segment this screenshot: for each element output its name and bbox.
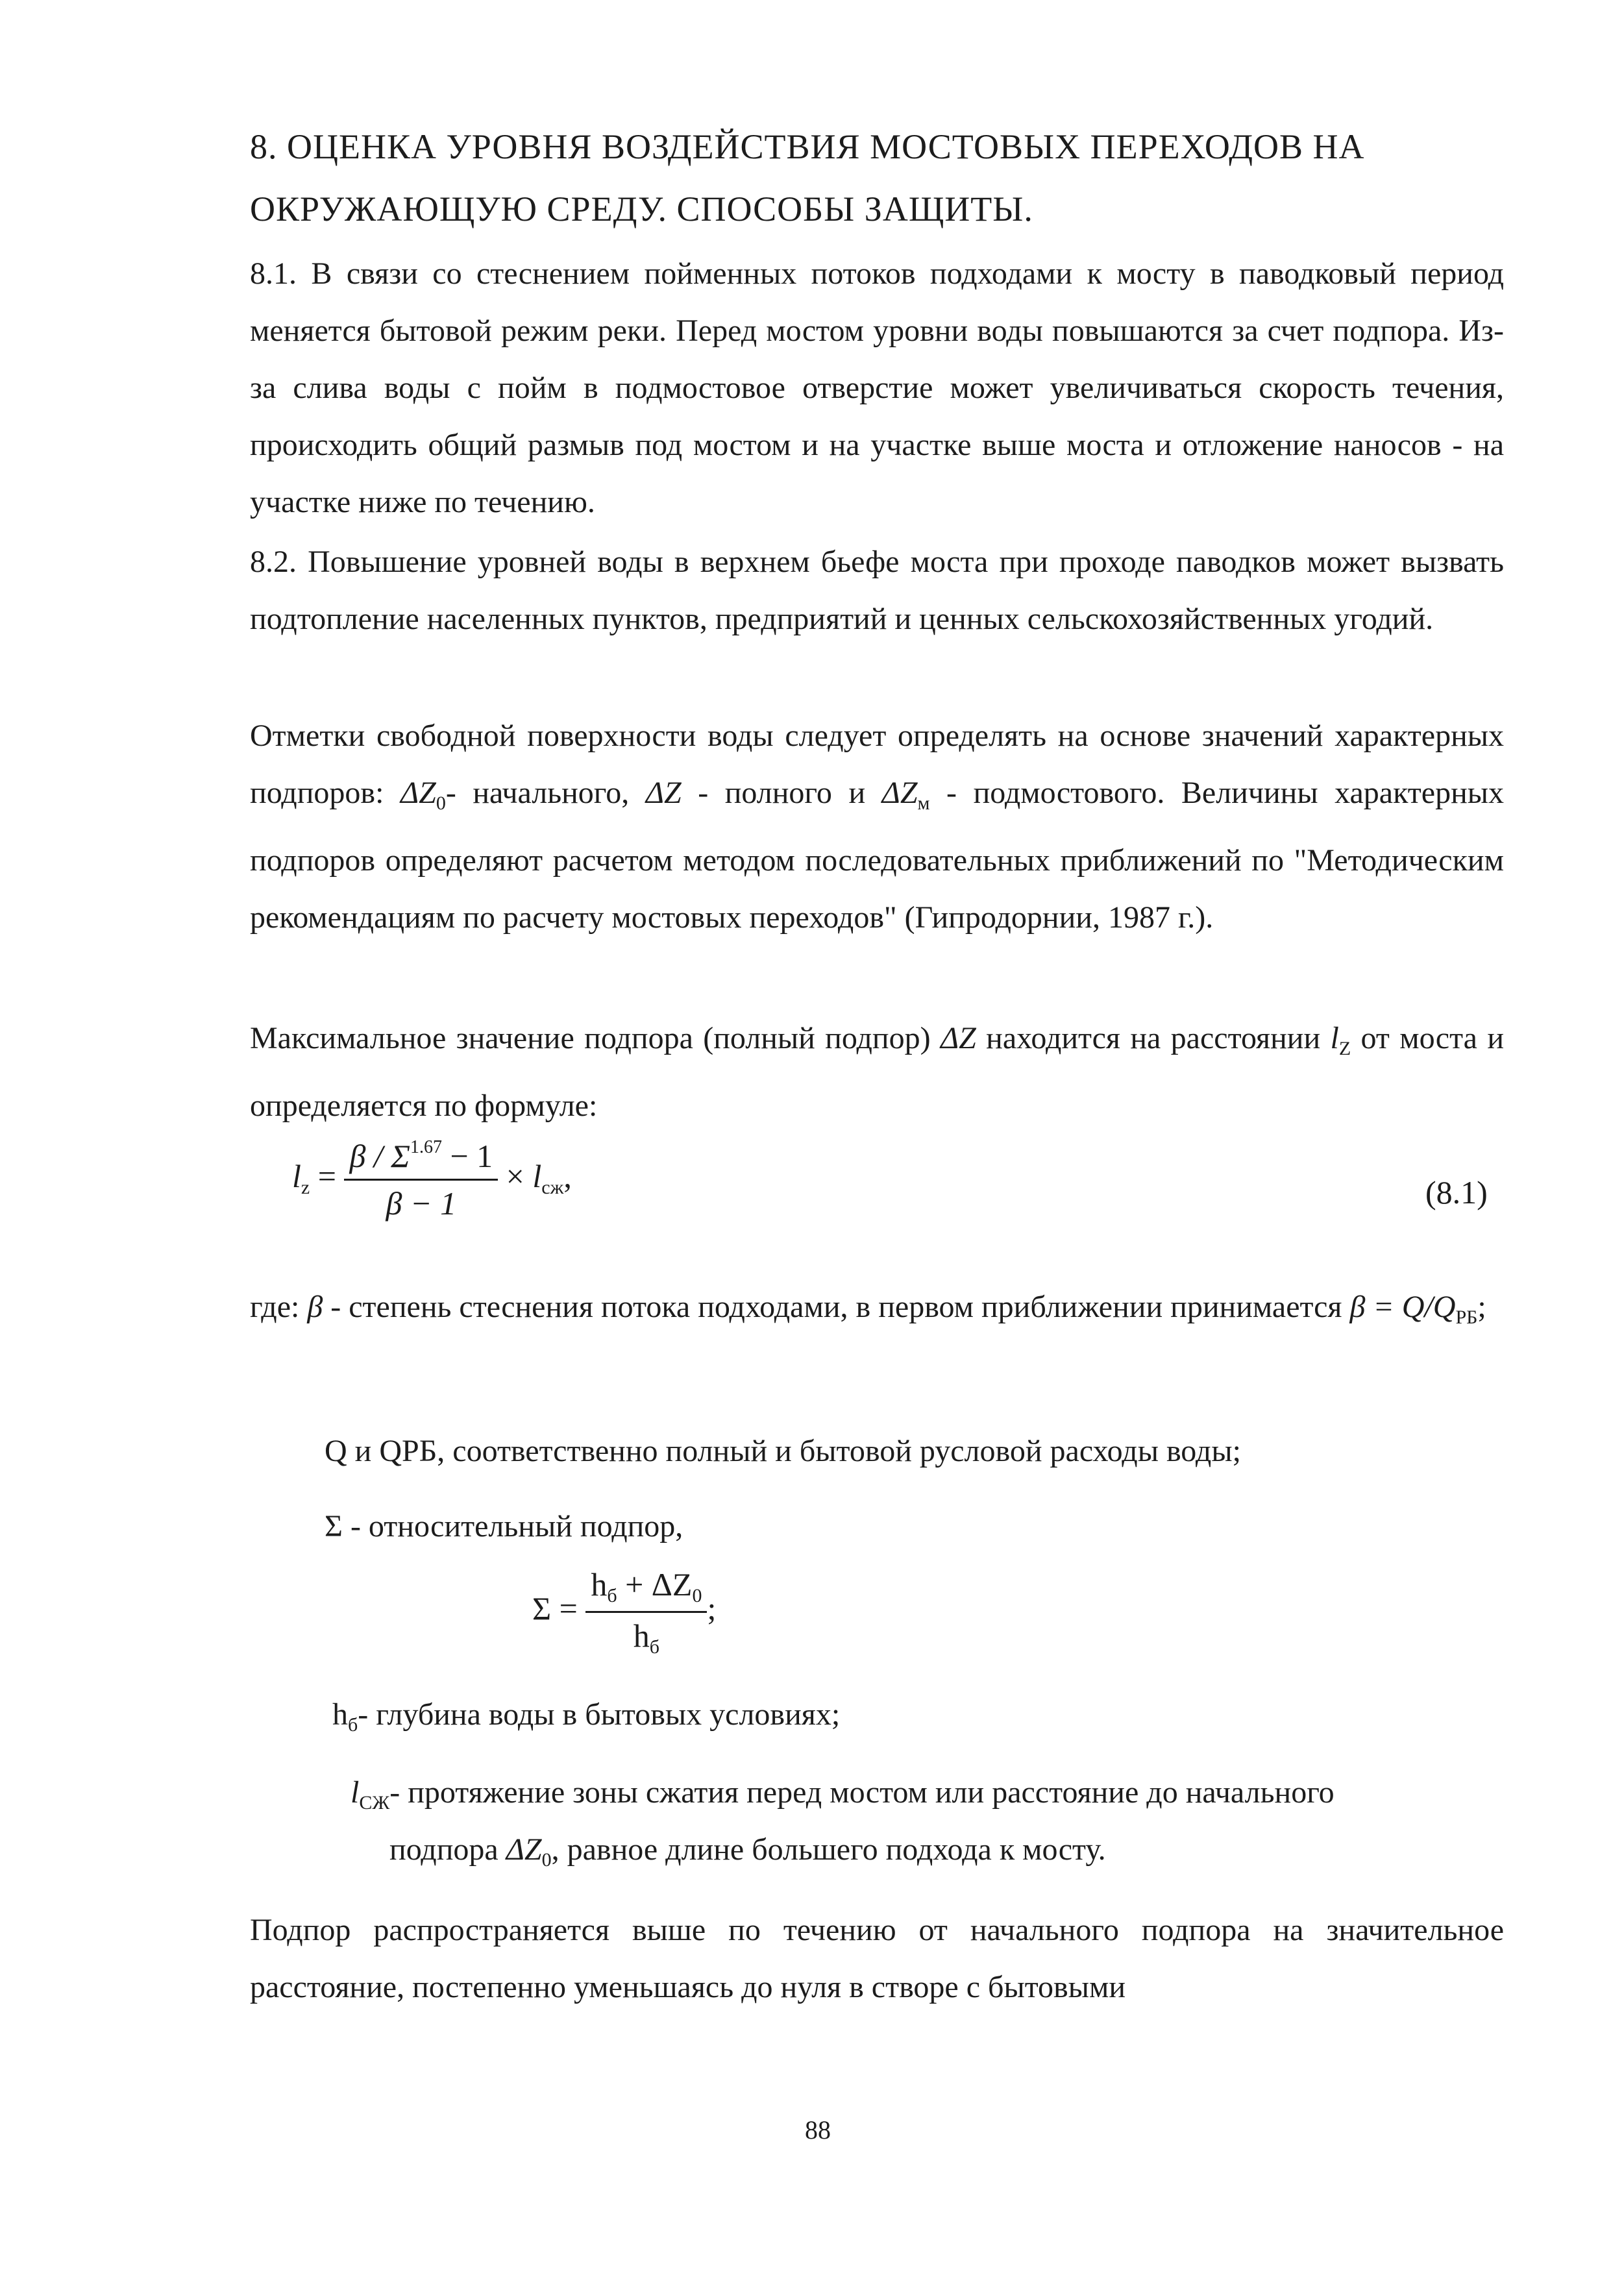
formula-sigma-fraction: $\frac{h_б + \Delta Z_0}{h_б}$: [585, 1566, 707, 1658]
equation-number: (8.1): [1425, 1174, 1488, 1211]
definition-compression-zone-cont: подпора $\Delta Z_0$, равное длине большего подхода к мосту.: [389, 1832, 1106, 1871]
section-title: 8. ОЦЕНКА УРОВНЯ ВОЗДЕЙСТВИЯ МОСТОВЫХ ПЕРЕХОДОВ НА ОКРУЖАЮЩУЮ СРЕДУ. СПОСОБЫ ЗАЩИТЫ.: [250, 127, 1365, 228]
definition-beta: где: β - степень стеснения потока подходами, в первом приближении принимается $\beta = Q/Q_{РБ}$;: [250, 1290, 1486, 1328]
paragraph-8-1: 8.1. В связи со стеснением пойменных потоков подходами к мосту в паводковый период меняется бытовой режим реки. Перед мостом уровни воды повышаются за счет подпора. Из-за слива воды с пойм в подмостовое отверстие может увеличиваться скорость течения, происходить общий размыв под мостом и на участке выше моста и отложение наносов - на участке ниже по течению.: [250, 256, 1504, 519]
definition-depth: $h_б-$ глубина воды в бытовых условиях;: [332, 1697, 841, 1736]
definition-compression-zone: $l_{СЖ}-$ протяжение зоны сжатия перед мостом или расстояние до начального: [351, 1775, 1335, 1813]
definition-sigma: Σ - относительный подпор,: [325, 1509, 683, 1543]
paragraph-max-backwater: Максимальное значение подпора (полный подпор) ΔZ находится на расстоянии $l_Z$ от моста и определяется по формуле:: [250, 1021, 1505, 1123]
paragraph-characteristic-backwaters: Отметки свободной поверхности воды следует определять на основе значений характерных подпоров: $\Delta Z_0-$ начального, ΔZ - полного и $\Delta Z_м$ - подмостового. Величины характерных подпоров определяют расчетом методом последовательных приближений по "Методическим рекомендациям по расчету мостовых переходов" (Гипродорнии, 1987 г.).: [250, 719, 1505, 935]
formula-8-1-fraction: $\frac{\beta / \Sigma^{1.67} - 1}{\beta - 1}$: [344, 1137, 498, 1222]
paragraph-backwater-spread: Подпор распространяется выше по течению от начального подпора на значительное расстояние, постепенно уменьшаясь до нуля в створе с бытовыми: [250, 1913, 1504, 2004]
definition-discharges: Q и QРБ, соответственно полный и бытовой русловой расходы воды;: [325, 1434, 1241, 1468]
paragraph-8-2: 8.2. Повышение уровней воды в верхнем бьефе моста при проходе паводков может вызвать подтопление населенных пунктов, предприятий и ценных сельскохозяйственных угодий.: [250, 545, 1504, 636]
formula-sigma: Σ = $\frac{h_б + \Delta Z_0}{h_б}$ ;: [532, 1566, 717, 1658]
page-number: 88: [805, 2115, 831, 2145]
formula-8-1: $l_z$ = $\frac{\beta / \Sigma^{1.67} - 1}{\beta - 1}$ × $l_{сж}$,: [292, 1137, 572, 1222]
